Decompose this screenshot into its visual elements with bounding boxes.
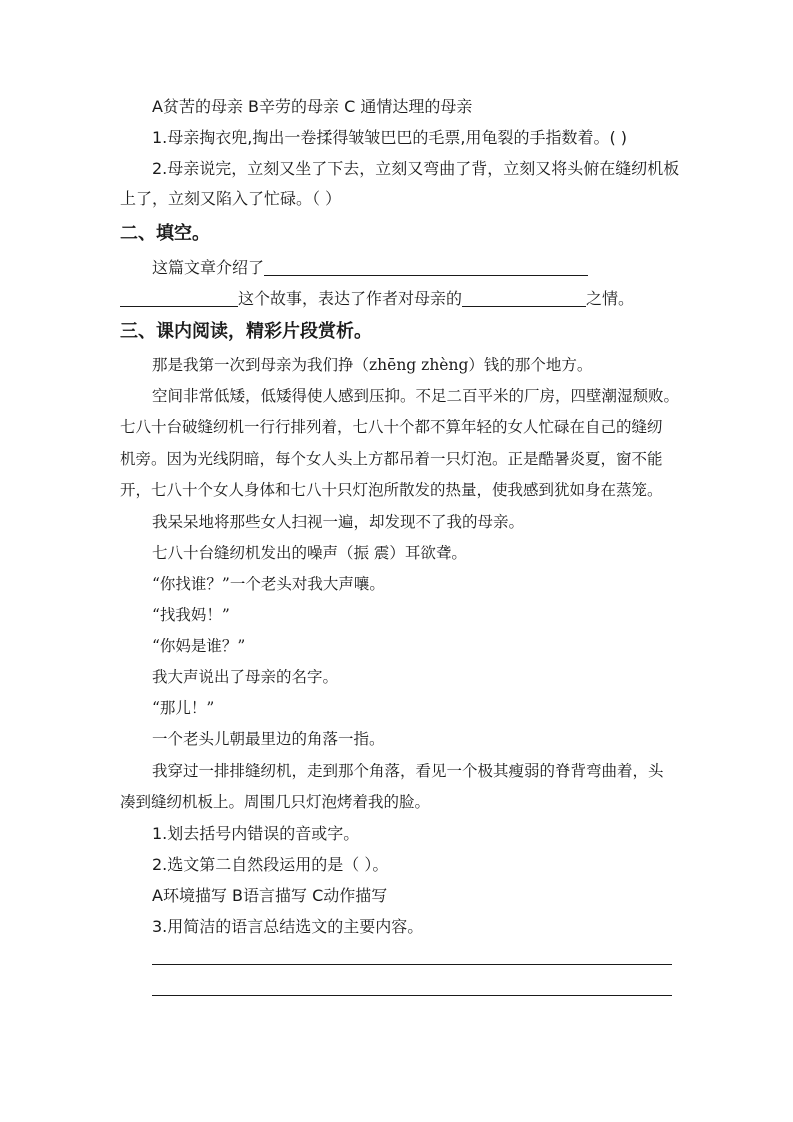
fill-blank-line-2 xyxy=(120,289,634,309)
section-2-heading: 二、填空。 xyxy=(120,223,210,244)
blank-story-continued[interactable] xyxy=(120,290,238,307)
fill-blank-middle: 这个故事，表达了作者对母亲的 xyxy=(238,289,463,308)
passage-line: “你妈是谁？” xyxy=(152,637,246,655)
passage-line: 凑到缝纫机板上。周围几只灯泡烤着我的脸。 xyxy=(120,793,431,811)
question-2-line1: 2.母亲说完，立刻又坐了下去，立刻又弯曲了背，立刻又将头俯在缝纫机板 xyxy=(152,159,680,178)
blank-story[interactable] xyxy=(264,259,588,276)
passage-line: 开，七八十个女人身体和七八十只灯泡所散发的热量，使我感到犹如身在蒸笼。 xyxy=(120,481,663,499)
reading-question-3: 3.用简洁的语言总结选文的主要内容。 xyxy=(152,917,424,936)
answer-line[interactable] xyxy=(152,995,672,996)
passage-line: 一个老头儿朝最里边的角落一指。 xyxy=(152,730,385,748)
passage-line: “那儿！” xyxy=(152,699,215,717)
section-3-heading: 三、课内阅读，精彩片段赏析。 xyxy=(120,321,372,342)
passage-line: “找我妈！” xyxy=(152,606,230,624)
question-1: 1.母亲掏衣兜,掏出一卷揉得皱皱巴巴的毛票,用龟裂的手指数着。( ) xyxy=(152,128,628,147)
question-2-line2: 上了，立刻又陷入了忙碌。（ ） xyxy=(120,189,342,208)
blank-feeling[interactable] xyxy=(462,290,586,307)
passage-line: 我呆呆地将那些女人扫视一遍，却发现不了我的母亲。 xyxy=(152,513,525,531)
reading-question-1: 1.划去括号内错误的音或字。 xyxy=(152,824,360,843)
fill-blank-prefix: 这篇文章介绍了 xyxy=(152,258,265,277)
passage-line: 七八十台缝纫机发出的噪声（振 震）耳欲聋。 xyxy=(152,544,467,562)
passage-line: 那是我第一次到母亲为我们挣（zhēng zhèng）钱的那个地方。 xyxy=(152,356,593,374)
passage-line: 机旁。因为光线阴暗，每个女人头上方都吊着一只灯泡。正是酷暑炎夏，窗不能 xyxy=(120,450,663,468)
passage-line: 七八十台破缝纫机一行行排列着，七八十个都不算年轻的女人忙碌在自己的缝纫 xyxy=(120,418,663,436)
answer-line[interactable] xyxy=(152,964,672,965)
fill-blank-line-1 xyxy=(152,258,588,278)
reading-question-2: 2.选文第二自然段运用的是（ ）。 xyxy=(152,855,389,874)
passage-line: “你找谁？”一个老头对我大声嚷。 xyxy=(152,575,385,593)
reading-question-2-options: A环境描写 B语言描写 C动作描写 xyxy=(152,886,388,905)
options-line: A贫苦的母亲 B辛劳的母亲 C 通情达理的母亲 xyxy=(152,97,473,116)
passage-line: 我大声说出了母亲的名字。 xyxy=(152,668,339,686)
passage-line: 空间非常低矮，低矮得使人感到压抑。不足二百平米的厂房，四壁潮湿颓败。 xyxy=(152,387,680,405)
passage-line: 我穿过一排排缝纫机，走到那个角落，看见一个极其瘦弱的脊背弯曲着，头 xyxy=(152,762,664,780)
fill-blank-suffix: 之情。 xyxy=(586,289,635,308)
